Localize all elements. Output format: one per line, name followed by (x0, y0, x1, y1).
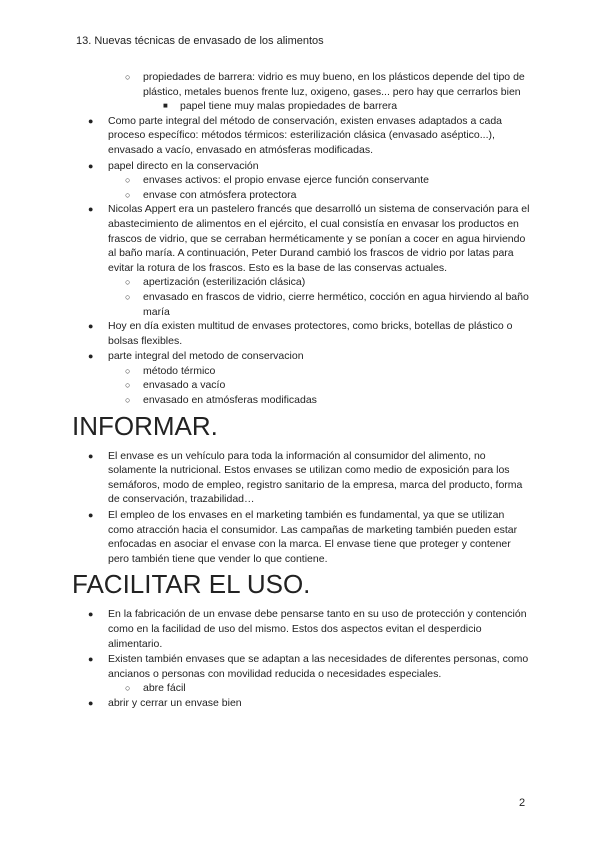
list-item-text: propiedades de barrera: vidrio es muy bueno, en los plásticos depende del tipo de plástico, metales buenos frente luz, oxigeno, gases... pero hay que cerrarlos bien (143, 71, 525, 98)
bullet-icon: ● (88, 321, 94, 332)
list-item-text: papel directo en la conservación (108, 159, 259, 172)
list-item (88, 508, 531, 566)
list-item-text: abrir y cerrar un envase bien (108, 696, 242, 709)
list-item-text: papel tiene muy malas propiedades de barrera (180, 100, 398, 113)
list-item (125, 364, 531, 379)
bullet-icon: ○ (125, 189, 131, 200)
list-item-text: En la fabricación de un envase debe pensarse tanto en su uso de protección y contención como en la facilidad de uso del mismo. Estos dos aspectos evitan el desperdicio alimentario. (108, 608, 527, 650)
bullet-icon: ○ (125, 395, 131, 406)
list-item-text: Existen también envases que se adaptan a las necesidades de diferentes personas, como ancianos o personas con movilidad reducida o necesidades especiales. (108, 653, 529, 680)
page-content (72, 70, 531, 711)
list-item (88, 319, 531, 348)
list-item-text: método térmico (143, 364, 216, 377)
bullet-list (76, 607, 531, 710)
list-item (88, 652, 531, 681)
bullet-icon: ○ (125, 365, 131, 376)
bullet-list (76, 449, 531, 567)
bullet-icon: ● (88, 204, 94, 215)
list-item (125, 378, 531, 393)
bullet-icon: ● (88, 160, 94, 171)
bullet-icon: ○ (125, 683, 131, 694)
bullet-icon: ○ (125, 380, 131, 391)
list-item-text: envasado en atmósferas modificadas (143, 394, 317, 407)
list-item (125, 275, 531, 290)
list-item (125, 188, 531, 203)
list-item (88, 114, 531, 158)
bullet-icon: ● (88, 697, 94, 708)
section-heading-facilitar-uso: FACILITAR EL USO. (72, 569, 311, 600)
list-item-text: abre fácil (143, 682, 186, 695)
page-number: 2 (519, 797, 526, 809)
list-item-text: El empleo de los envases en el marketing también es fundamental, ya que se utilizan como atracción hacia el consumidor. Las campañas de marketing también pueden estar enfocadas en asociar el envase con la marca. El envase tiene que proteger y contener pero también tiene que vender lo que contiene. (108, 509, 518, 565)
list-item-text: envasado en frascos de vidrio, cierre hermético, cocción en agua hirviendo al baño maría (143, 290, 529, 318)
list-item-text: apertización (esterilización clásica) (143, 276, 306, 289)
bullet-icon: ○ (125, 291, 131, 302)
list-item-text: Como parte integral del método de conservación, existen envases adaptados a cada proceso específico: métodos térmicos: esterilización clásica (envasado aséptico...), envasado a vacío, envasado en atmósferas modificadas. (108, 114, 502, 156)
bullet-icon: ● (88, 351, 94, 362)
list-item-text: El envase es un vehículo para toda la información al consumidor del alimento, no solamente la nutricional. Estos envases se utilizan como medio de exposición para los semáforos, modo de empleo, registro sanitario de la empresa, marca del producto, forma de conservación, trazabilidad… (108, 449, 523, 506)
list-item-text: Nicolas Appert era un pastelero francés que desarrolló un sistema de conservación para el abastecimiento de alimentos en el ejército, el cual consistía en envasar los productos en frascos de vidrio, que se cerraban herméticamente y se ponían a cocer en agua hirviendo al baño maría. A continuación, Peter Durand cambió los frascos de vidrio por latas para evitar la rotura de los frascos. Esto es la base de las conservas actuales. (108, 203, 530, 274)
bullet-icon: ○ (125, 72, 131, 82)
bullet-icon: ● (88, 609, 94, 620)
list-item (88, 349, 531, 364)
bullet-icon: ● (88, 450, 94, 461)
bullet-icon: ○ (125, 277, 131, 288)
list-item-text: envases activos: el propio envase ejerce función conservante (143, 174, 430, 187)
list-item (125, 70, 531, 99)
bullet-icon: ■ (163, 101, 168, 111)
list-item (88, 159, 531, 174)
list-item (88, 696, 531, 711)
list-item (125, 173, 531, 188)
list-item (125, 290, 531, 319)
list-item (125, 393, 531, 408)
bullet-icon: ● (88, 115, 94, 126)
section-heading-informar: INFORMAR. (72, 410, 218, 441)
list-item-text: envase con atmósfera protectora (143, 188, 297, 201)
bullet-icon: ● (88, 510, 94, 521)
list-item-text: Hoy en día existen multitud de envases protectores, como bricks, botellas de plástico o bolsas flexibles. (108, 320, 513, 347)
bullet-icon: ● (88, 654, 94, 665)
list-item (88, 202, 531, 275)
page-header: 13. Nuevas técnicas de envasado de los alimentos (76, 35, 324, 47)
list-item (163, 99, 531, 114)
bullet-list (76, 70, 531, 408)
list-item-text: envasado a vacío (143, 379, 226, 392)
list-item-text: parte integral del metodo de conservacion (108, 350, 304, 363)
bullet-icon: ○ (125, 175, 131, 186)
list-item (125, 681, 531, 696)
list-item (88, 449, 531, 507)
list-item (88, 607, 531, 651)
